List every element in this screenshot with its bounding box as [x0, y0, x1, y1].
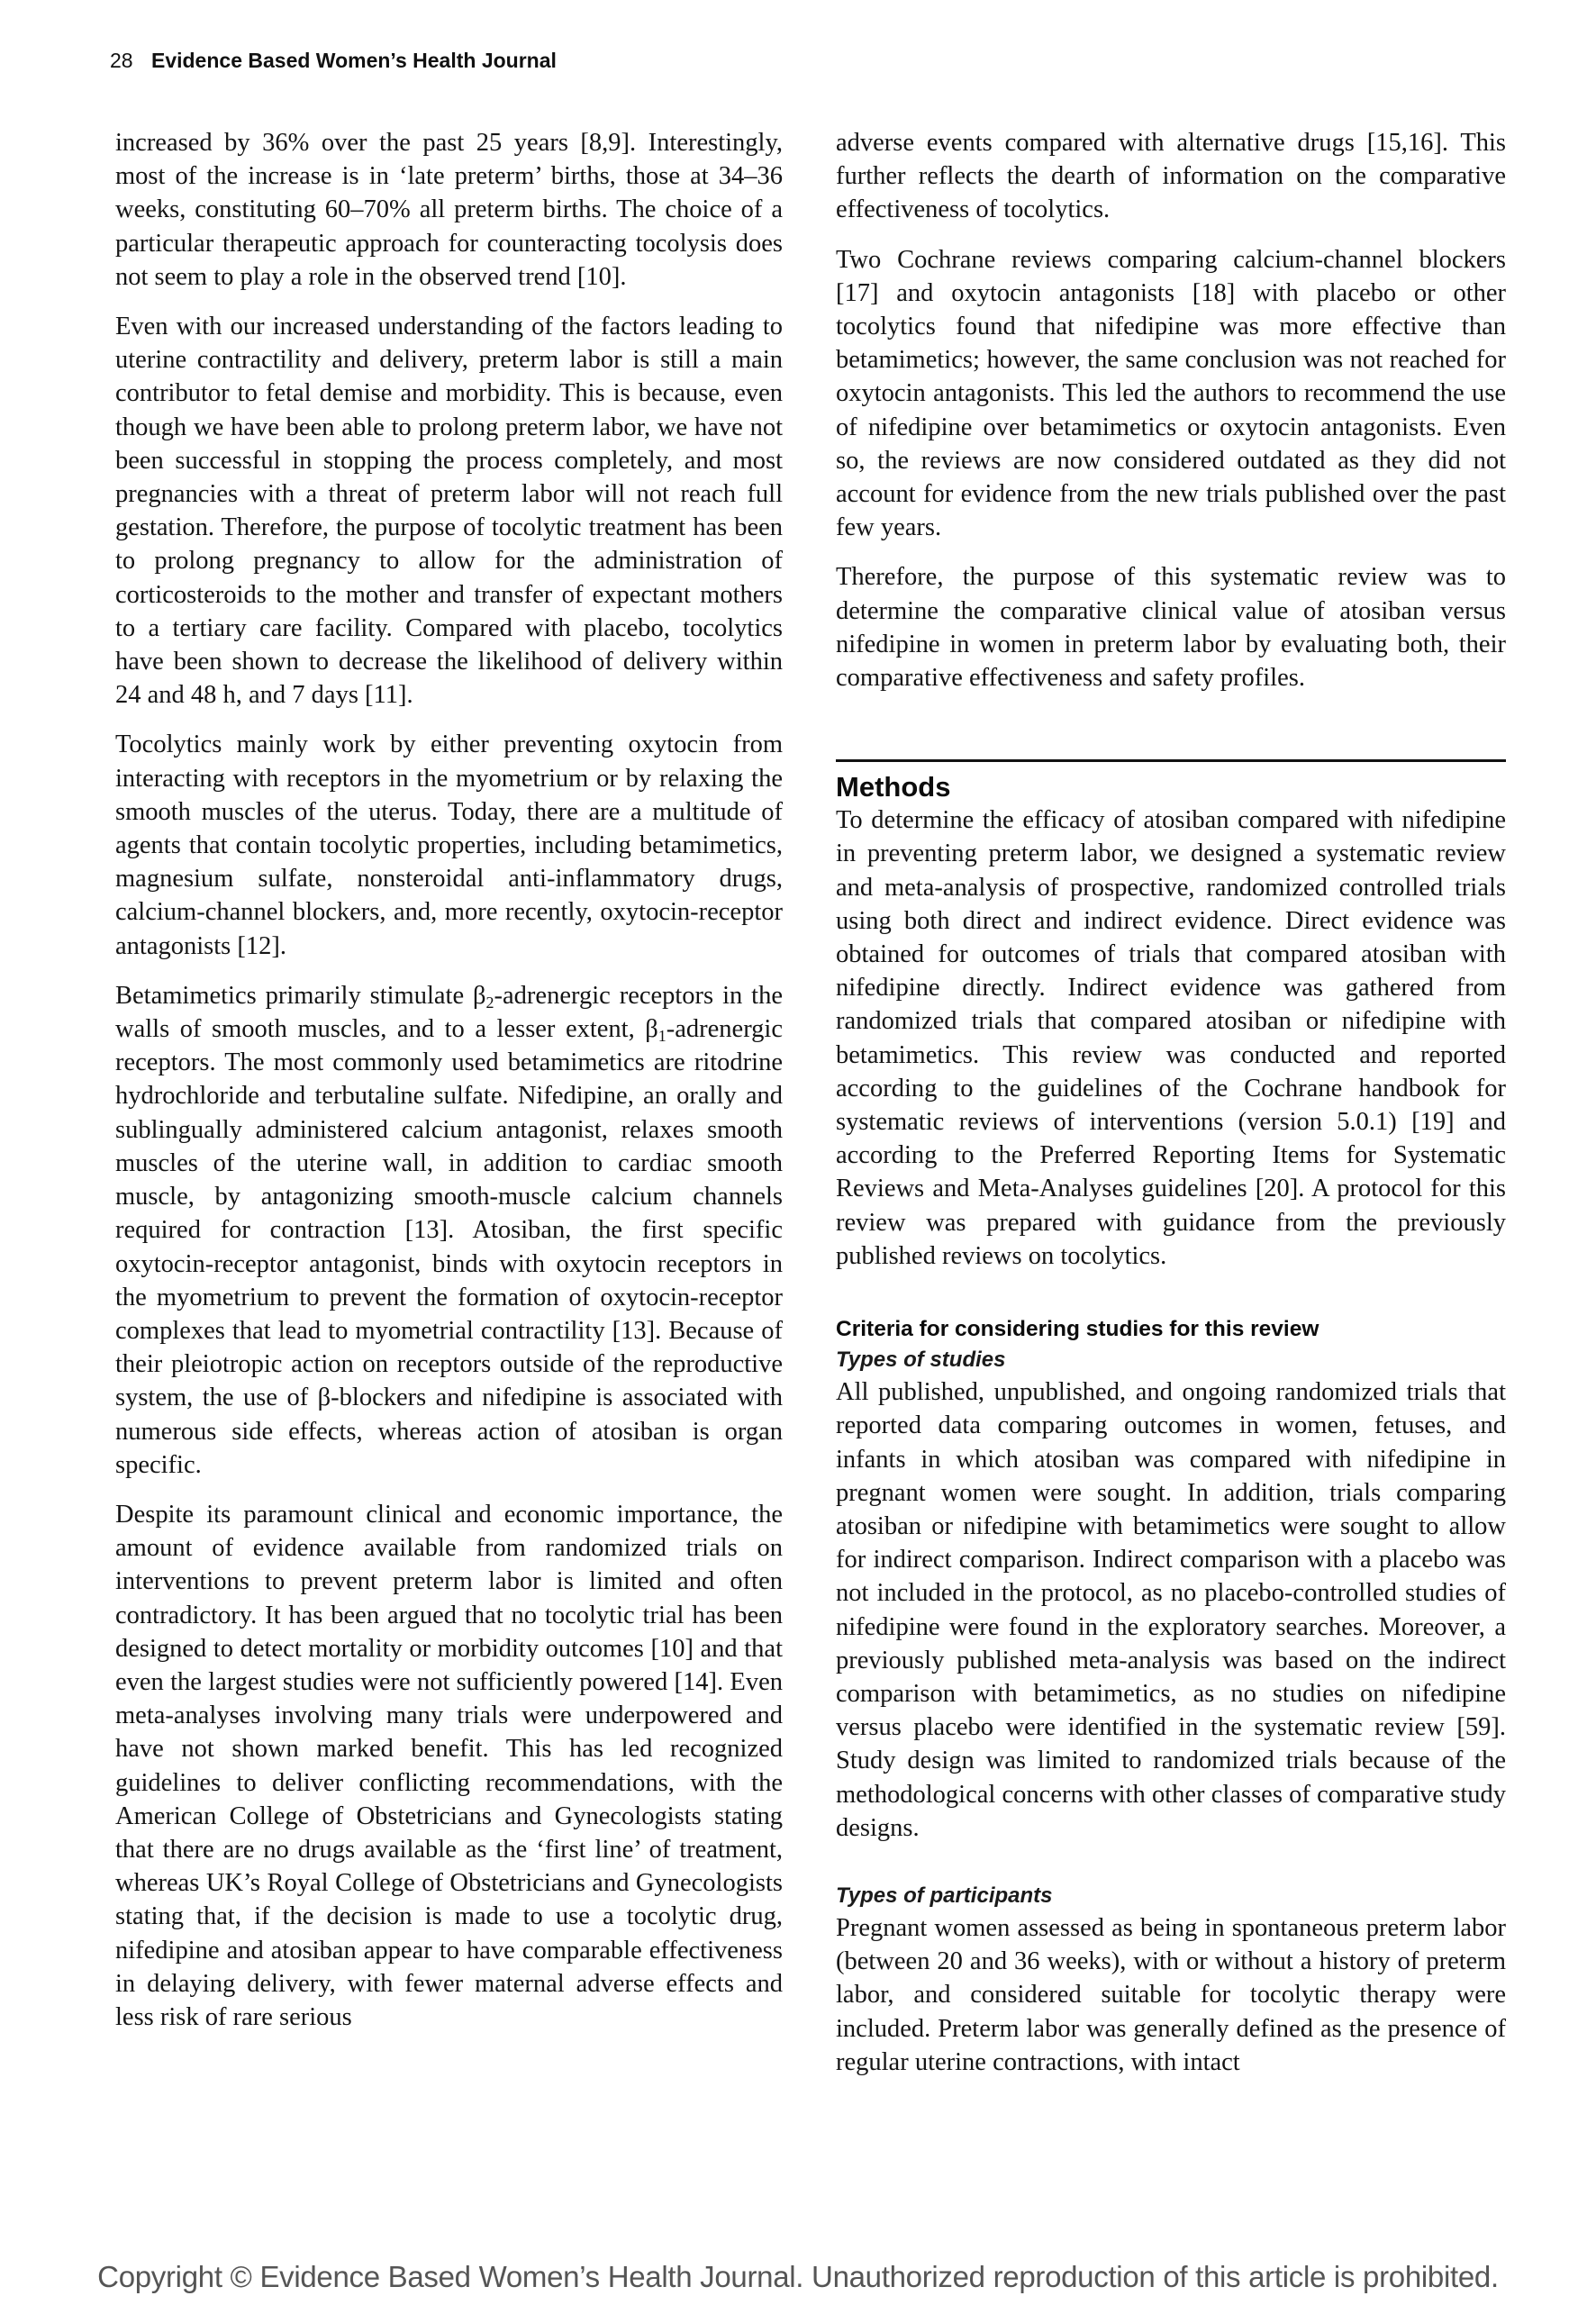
paragraph-methods: To determine the efficacy of atosiban compared with nifedipine in preventing preterm labor, we designed a systematic review and meta-analysis of prospective, randomized controlled trials using both direct and indirect evidence. Direct evidence was obtained for outcomes of trials that compared atosiban with nifedipine directly. Indirect evidence was gathered from randomized trials that compared atosiban or nifedipine with betamimetics. This review was conducted and reported according to the guidelines of the Cochrane handbook for systematic reviews of interventions (version 5.0.1) [19] and according to the Preferred Reporting Items for Systematic Reviews and Meta-Analyses guidelines [20]. A protocol for this review was prepared with guidance from the previously published reviews on tocolytics.	[836, 806, 1506, 1270]
paragraph-betamimetics	[115, 979, 783, 1482]
types-of-participants-heading: Types of participants	[836, 1883, 1053, 1908]
paragraph-evidence-limitations: Despite its paramount clinical and economic importance, the amount of evidence available from randomized trials on interventions to prevent preterm labor is limited and often contradictory. It has been argued that no tocolytic trial has been designed to detect mortality or morbidity outcomes [10] and that even the largest studies were not sufficiently powered [14]. Even meta-analyses involving many trials were underpowered and have not shown marked benefit. This has led recognized guidelines to deliver conflicting recommendations, with the American College of Obstetricians and Gynecologists stating that there are no drugs available as the ‘first line’ of treatment, whereas UK’s Royal College of Obstetricians and Gynecologists stating that, if the decision is made to use a tocolytic drug, nifedipine and atosiban appear to have comparable effectiveness in delaying delivery, with fewer maternal adverse effects and less risk of rare serious	[115, 1500, 783, 2031]
types-of-studies-heading: Types of studies	[836, 1348, 1006, 1373]
journal-title: Evidence Based Women’s Health Journal	[150, 49, 557, 72]
paragraph-adverse-events: adverse events compared with alternative drugs [15,16]. This further reflects the dearth of information on the comparative effectiveness of tocolytics.	[836, 129, 1506, 224]
paragraph-types-of-participants: Pregnant women assessed as being in spontaneous preterm labor (between 20 and 36 weeks), with or without a history of preterm labor, and considered suitable for tocolytic therapy were included. Preterm labor was generally defined as the presence of regular uterine contractions, with intact	[836, 1913, 1506, 2076]
paragraph-cochrane-reviews: Two Cochrane reviews comparing calcium-channel blockers [17] and oxytocin antagonists [18] with placebo or other tocolytics found that nifedipine was more effective than betamimetics; however, the same conclusion was not reached for oxytocin antagonists. This led the authors to recommend the use of nifedipine over betamimetics or oxytocin antagonists. Even so, the reviews are now considered outdated as they did not account for evidence from the new trials published over the past few years.	[836, 245, 1506, 542]
text-segment: -adrenergic receptors. The most commonly used betamimetics are ritodrine hydrochloride and terbutaline sulfate. Nifedipine, an orally and sublingually administered calcium antagonist, relaxes smooth muscles of the uterine wall, in addition to cardiac smooth muscle, by antagonizing smooth-muscle calcium channels required for contraction [13]. Atosiban, the first specific oxytocin-receptor antagonist, binds with oxytocin receptors in the myometrium to prevent the formation of oxytocin-receptor complexes that lead to myometrial contractility [13]. Because of their pleiotropic action on receptors outside of the reproductive system, the use of β-blockers and nifedipine is associated with numerous side effects, whereas action of atosiban is organ specific.	[115, 1015, 783, 1479]
paragraph-preterm-labor-contributor: Even with our increased understanding of the factors leading to uterine contractility and delivery, preterm labor is still a main contributor to fetal demise and morbidity. This is because, even though we have been able to prolong preterm labor, we have not been successful in stopping the process completely, and most pregnancies with a threat of preterm labor will not reach full gestation. Therefore, the purpose of tocolytic treatment has been to prolong pregnancy to allow for the administration of corticosteroids to the mother and transfer of expectant mothers to a tertiary care facility. Compared with placebo, tocolytics have been shown to decrease the likelihood of delivery within 24 and 48 h, and 7 days [11].	[115, 313, 783, 710]
text-segment: Betamimetics primarily stimulate β	[115, 981, 486, 1010]
paragraph-tocolytics-mechanism: Tocolytics mainly work by either preventing oxytocin from interacting with receptors in the myometrium or by relaxing the smooth muscles of the uterus. Today, there are a multitude of agents that contain tocolytic properties, including betamimetics, magnesium sulfate, nonsteroidal anti-inflammatory drugs, calcium-channel blockers, and, more recently, oxytocin-receptor antagonists [12].	[115, 730, 783, 960]
running-header	[110, 47, 557, 74]
subscript: 1	[657, 1027, 667, 1046]
copyright-notice: Copyright © Evidence Based Women’s Health Journal. Unauthorized reproduction of this article is prohibited.	[97, 2260, 1499, 2293]
left-column	[115, 126, 783, 2034]
right-column	[836, 126, 1506, 2079]
text-segment: -adrenergic receptors in the walls of smooth muscles, and to a lesser extent, β	[115, 981, 783, 1044]
section-divider	[836, 759, 1506, 762]
paragraph-preterm-trend: increased by 36% over the past 25 years [8,9]. Interestingly, most of the increase is in ‘late preterm’ births, those at 34–36 weeks, constituting 60–70% all preterm births. The choice of a particular therapeutic approach for counteracting tocolysis does not seem to play a role in the observed trend [10].	[115, 129, 783, 291]
subscript: 2	[485, 993, 494, 1012]
paragraph-types-of-studies: All published, unpublished, and ongoing randomized trials that reported data comparing outcomes in women, fetuses, and infants in which atosiban was compared with nifedipine in pregnant women were sought. In addition, trials comparing atosiban or nifedipine with betamimetics were sought to allow for indirect comparison. Indirect comparison with a placebo was not included in the protocol, as no placebo-controlled studies of nifedipine were found in the exploratory searches. Moreover, a previously published meta-analysis was based on the indirect comparison with betamimetics, as no studies on nifedipine versus placebo were identified in the systematic review [59]. Study design was limited to randomized trials because of the methodological concerns with other classes of comparative study designs.	[836, 1378, 1506, 1842]
methods-heading: Methods	[836, 771, 951, 803]
page-number: 28	[110, 49, 133, 72]
paragraph-review-purpose: Therefore, the purpose of this systematic review was to determine the comparative clinical value of atosiban versus nifedipine in women in preterm labor by evaluating both, their comparative effectiveness and safety profiles.	[836, 563, 1506, 693]
criteria-heading: Criteria for considering studies for this review	[836, 1317, 1319, 1342]
